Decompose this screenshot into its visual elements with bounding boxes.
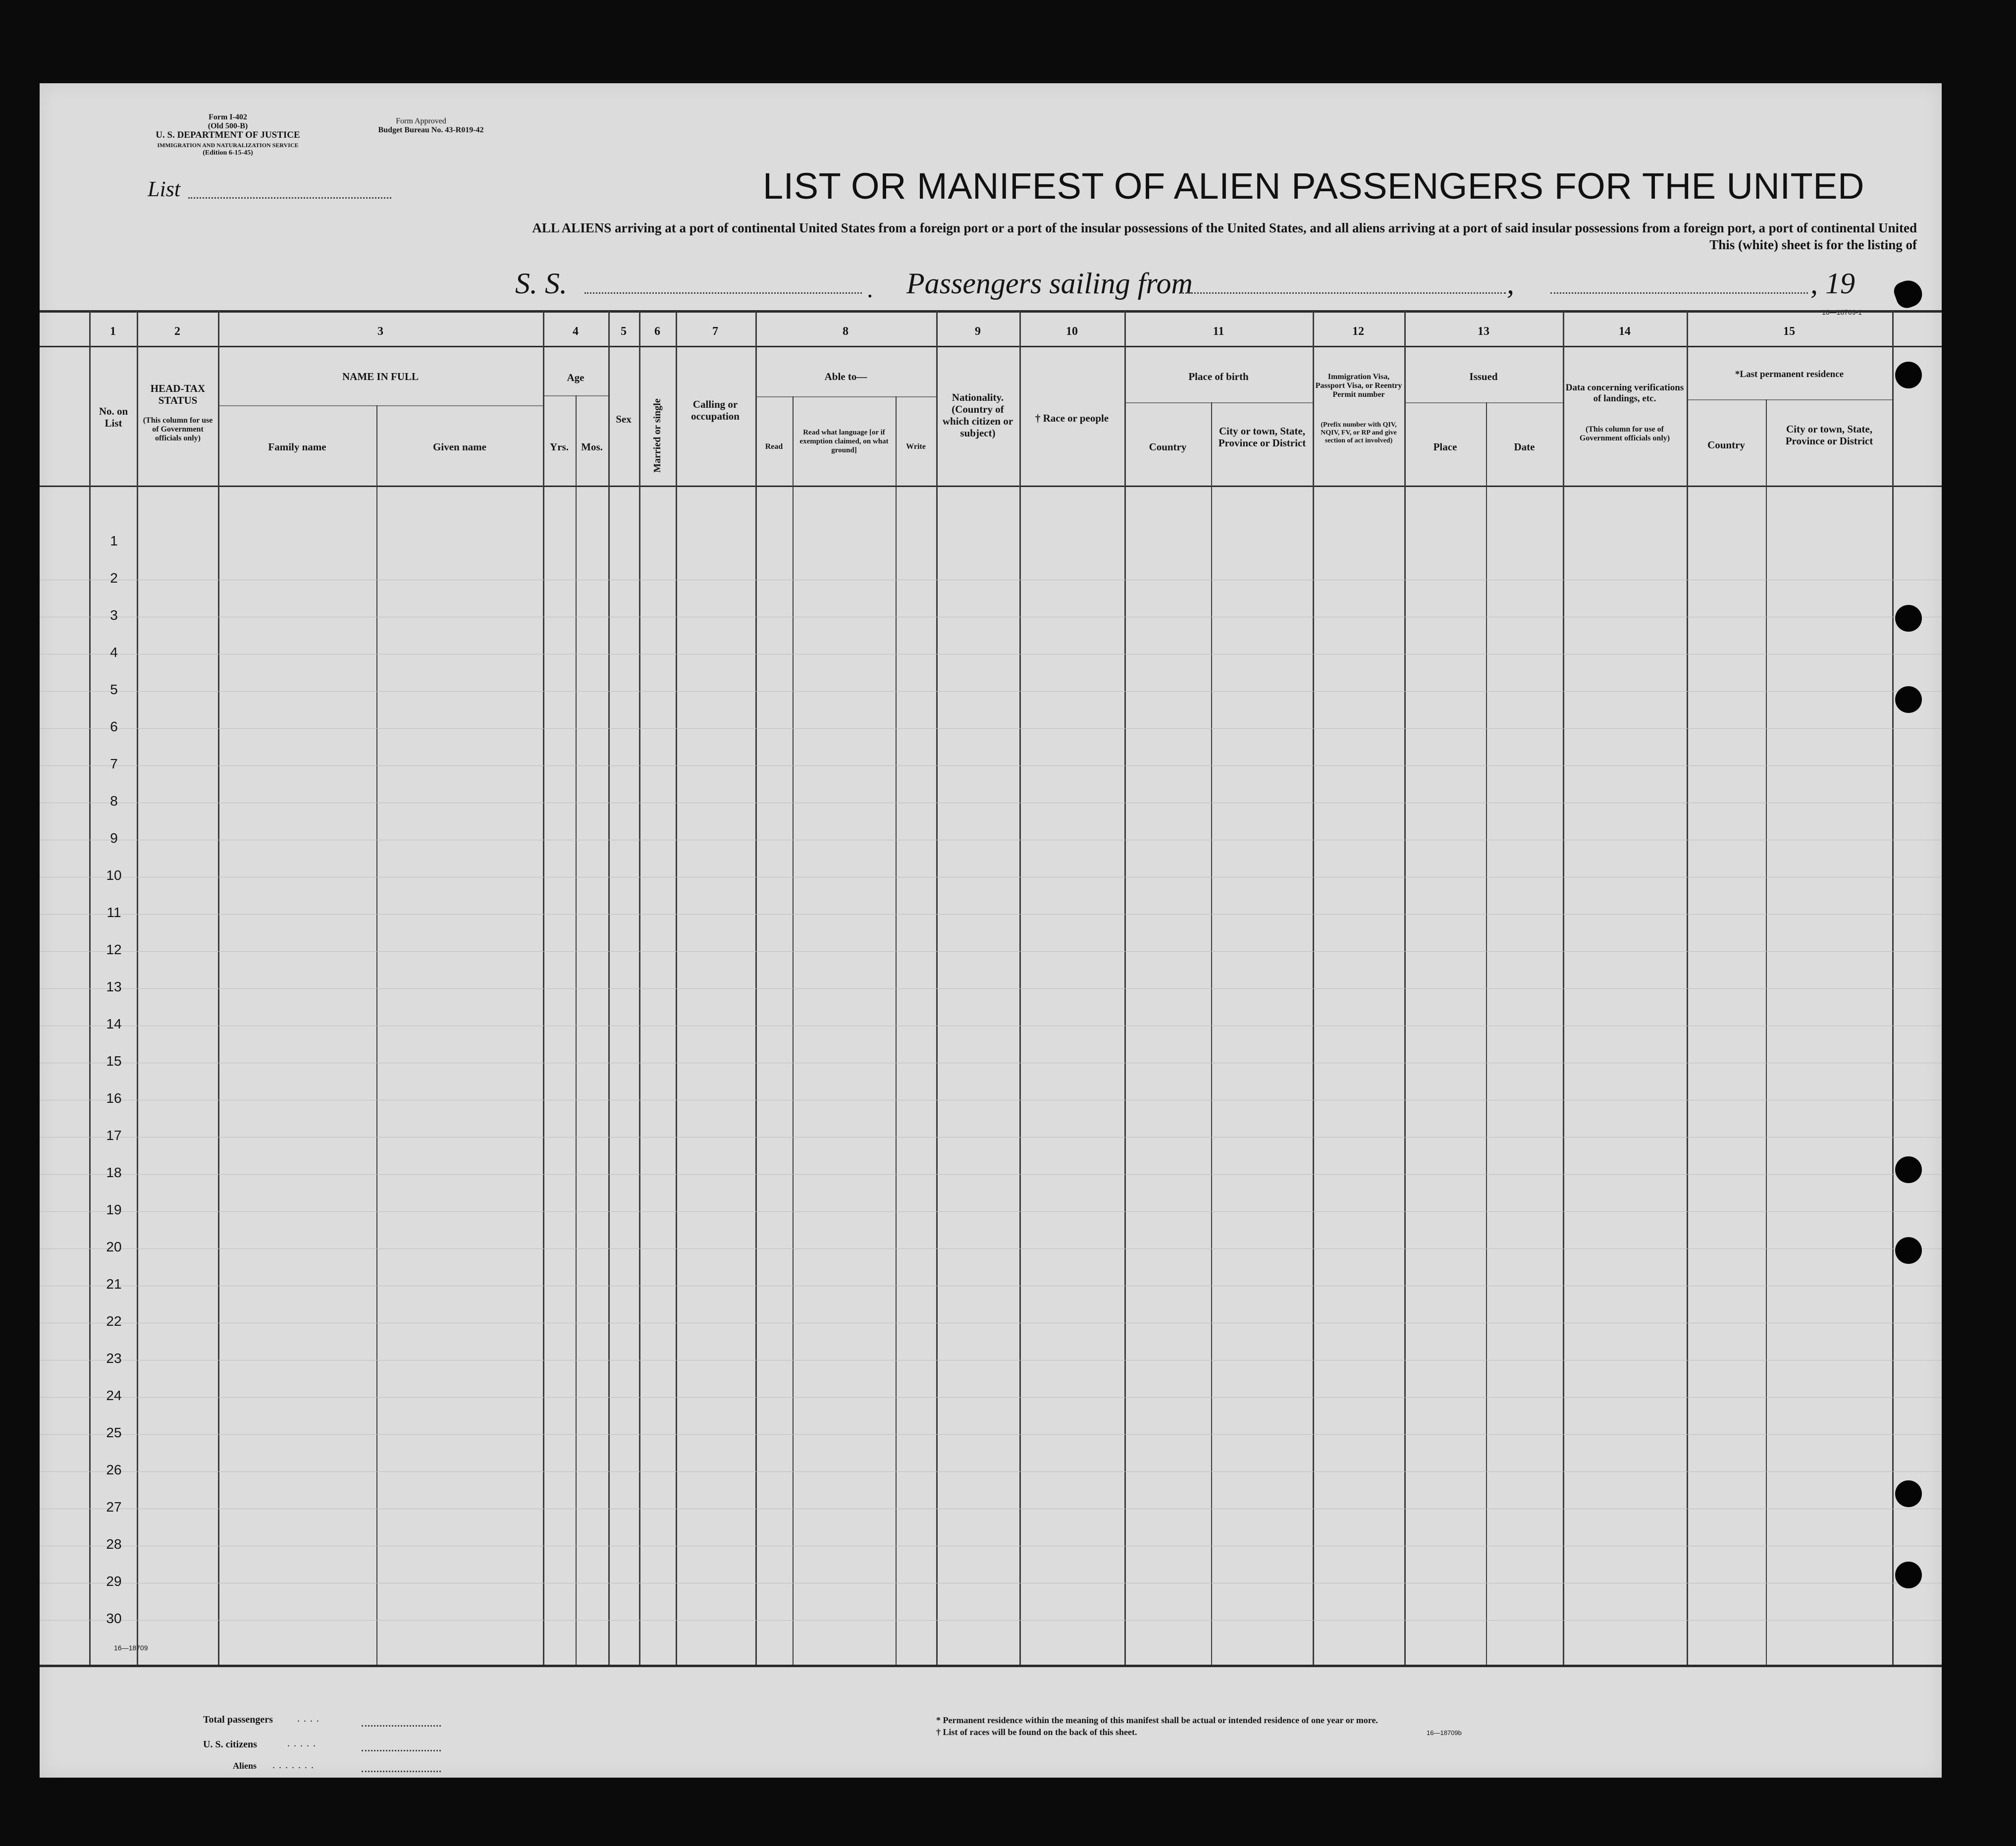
header-read-language: Read what language [or if exemption claimed, on what ground] [799, 429, 889, 454]
row-number: 2 [110, 570, 118, 586]
header-calling: Calling or occupation [690, 398, 740, 422]
service-name: IMMIGRATION AND NATURALIZATION SERVICE [157, 142, 299, 149]
header-residence-country: Country [1707, 439, 1745, 451]
row-number: 29 [106, 1574, 122, 1589]
row-number: 3 [110, 607, 118, 623]
header-years: Yrs. [550, 441, 569, 453]
header-issued-date: Date [1514, 441, 1535, 453]
ship-name-blank[interactable] [584, 292, 862, 294]
header-write: Write [906, 442, 926, 451]
header-last-residence: *Last permanent residence [1735, 369, 1844, 380]
col-num-12: 12 [1352, 325, 1364, 338]
binder-hole [1895, 1562, 1922, 1588]
row-number: 28 [106, 1536, 122, 1552]
row-number: 20 [106, 1239, 122, 1254]
aliens-blank[interactable] [362, 1771, 441, 1772]
total-passengers-blank[interactable] [362, 1725, 441, 1727]
print-code-bottom: 16—18709 [114, 1644, 148, 1652]
col-num-2: 2 [174, 325, 180, 338]
subtitle-line-2: This (white) sheet is for the listing of [1709, 237, 1917, 252]
col-num-4: 4 [573, 325, 579, 338]
column-number-rule [40, 346, 1942, 347]
row-number: 23 [106, 1351, 122, 1366]
header-age: Age [567, 372, 584, 383]
binder-hole [1895, 1237, 1922, 1264]
col-num-1: 1 [110, 325, 116, 338]
subtitle-line-1: ALL ALIENS arriving at a port of continental United States from a foreign port or a port of the insular possessions of the United States, and all aliens arriving at a port of said insular possessions from a foreign port, a port of continental United [532, 220, 1917, 235]
ss-label: S. S. [515, 267, 567, 300]
header-head-tax-note: (This column for use of Government officials only) [143, 416, 213, 442]
row-number: 27 [106, 1499, 122, 1515]
comma-separator: , [1507, 267, 1514, 300]
header-birth-country: Country [1149, 441, 1187, 453]
header-birth-city: City or town, State, Province or District [1218, 425, 1306, 449]
form-approved: Form Approved [396, 117, 446, 125]
row-number: 15 [106, 1053, 122, 1069]
col-num-3: 3 [377, 325, 383, 338]
year-label: , 19 [1810, 267, 1855, 300]
row-number: 8 [110, 793, 118, 809]
row-number: 19 [106, 1202, 122, 1217]
row-number: 30 [106, 1611, 122, 1626]
residence-subheader-rule [1687, 399, 1892, 400]
row-number: 13 [106, 979, 122, 994]
header-issued: Issued [1469, 371, 1498, 382]
us-citizens-label: U. S. citizens [203, 1739, 257, 1750]
issued-subheader-rule [1404, 402, 1563, 403]
header-data-note: (This column for use of Government officials only) [1579, 425, 1670, 442]
col-num-15: 15 [1783, 325, 1795, 338]
department-name: U. S. DEPARTMENT OF JUSTICE [156, 130, 300, 140]
header-months: Mos. [581, 441, 603, 453]
print-code-top: 16—18709-1 [1822, 308, 1862, 316]
header-read: Read [765, 442, 783, 451]
row-number: 7 [110, 756, 118, 771]
header-residence-city: City or town, State, Province or District [1785, 423, 1873, 447]
row-number: 22 [106, 1313, 122, 1329]
budget-number: Budget Bureau No. 43-R019-42 [378, 126, 484, 134]
birth-subheader-rule [1124, 402, 1313, 403]
form-number: Form I-402 [209, 113, 247, 121]
header-data-concerning: Data concerning verifications of landings, etc. [1565, 382, 1684, 404]
row-number: 16 [106, 1090, 122, 1106]
us-citizens-blank[interactable] [362, 1750, 441, 1751]
row-number: 1 [110, 533, 118, 548]
list-blank[interactable] [188, 197, 391, 199]
row-number: 24 [106, 1388, 122, 1403]
sailing-port-blank[interactable] [1179, 292, 1506, 294]
header-married-single: Married or single [652, 398, 663, 473]
sailing-from-label: Passengers sailing from [906, 267, 1193, 300]
binder-hole [1895, 605, 1922, 632]
col-num-7: 7 [712, 325, 718, 338]
manifest-sheet: Form I-402 (Old 500-B) U. S. DEPARTMENT OF JUSTICE IMMIGRATION AND NATURALIZATION SERVICE (Edition 6-15-45) Form Approved Budget Bureau No. 43-R019-42 List LIST OR MANIFEST OF ALIEN PASSENGERS FOR THE UNITED ALL ALIENS arriving at a port of continental United States from a foreign port or a port of the insular possessions of the United States, and all aliens arriving at a port of said insular possessions from a foreign port, a port of continental United This (white) sheet is for the listing of S. S. . Passengers sailing from , , 19 16—18709-1 1 2 3 4 5 6 7 8 9 10 11 12 13 14 15 No. on List HEAD-TAX STATUS (This column for use of Government officials only) NAME IN FULL Family name Given name Age Yrs. Mos. Sex Married or single Calling or occupation Able to— Read Read what language [or if exemption claimed, on what ground] Write Nationality. (Country of which citizen or subject) † Race or people Place of birth Country City or town, State, Province or District Immigration Visa, Passport Visa, or Reentry Permit number (Prefix number with QIV, NQIV, FV, or RP and give section of act involved) Issued Place Date Data concerning verifications of landings, etc. (This column for use of Government officials only) *Last permanent residence Country City or town, State, Province or District 1 2 3 4 5 6 7 8 9 10 11 12 13 14 15 16 17 18 19 20 21 22 23 24 25 26 27 28 29 30 16—18709 Total passengers .... U. S. citizens ..... Aliens ....... * Permanent residence within the meaning of this manifest shall be actual or intended residence of one year or more. † List of races will be found on the back of this sheet. 16—18709b [40, 83, 1942, 1778]
manifest-title: LIST OR MANIFEST OF ALIEN PASSENGERS FOR THE UNITED [763, 165, 1865, 207]
row-number: 26 [106, 1462, 122, 1477]
form-edition: (Edition 6-15-45) [203, 149, 253, 157]
col-num-8: 8 [843, 325, 849, 338]
header-nationality: Nationality. (Country of which citizen or subject) [942, 391, 1013, 439]
list-label: List [148, 177, 181, 201]
date-blank[interactable] [1550, 292, 1808, 294]
table-top-rule [40, 310, 1942, 313]
header-name-in-full: NAME IN FULL [342, 371, 419, 382]
col-num-10: 10 [1066, 325, 1078, 338]
header-given-name: Given name [433, 441, 486, 453]
header-visa-note: (Prefix number with QIV, NQIV, FV, or RP and give section of act involved) [1321, 421, 1397, 444]
print-code-footer: 16—18709b [1427, 1729, 1462, 1737]
able-subheader-rule [755, 396, 936, 397]
binder-hole-mark [1895, 362, 1922, 388]
header-no-on-list: No. on List [99, 405, 128, 429]
col-num-14: 14 [1619, 325, 1631, 338]
col-num-5: 5 [621, 325, 627, 338]
header-issued-place: Place [1433, 441, 1457, 453]
header-sex: Sex [616, 413, 632, 425]
footnote-permanent-residence: * Permanent residence within the meaning of this manifest shall be actual or intended residence of one year or more. [936, 1715, 1378, 1725]
row-number: 6 [110, 719, 118, 734]
col-num-13: 13 [1478, 325, 1489, 338]
col-num-11: 11 [1213, 325, 1224, 338]
row-number: 5 [110, 682, 118, 697]
aliens-label: Aliens [233, 1761, 257, 1771]
row-number: 17 [106, 1128, 122, 1143]
header-race: † Race or people [1035, 412, 1109, 424]
footnote-races: † List of races will be found on the back of this sheet. [936, 1727, 1137, 1737]
row-number: 18 [106, 1165, 122, 1180]
binder-hole [1895, 1156, 1922, 1183]
header-able-to: Able to— [824, 371, 867, 382]
row-number: 25 [106, 1425, 122, 1440]
binder-hole [1895, 686, 1922, 713]
header-place-of-birth: Place of birth [1188, 371, 1249, 382]
row-number: 4 [110, 645, 118, 660]
form-old-number: (Old 500-B) [208, 122, 248, 130]
total-passengers-label: Total passengers [203, 1714, 273, 1725]
row-number: 11 [106, 905, 121, 920]
row-number: 9 [110, 830, 118, 846]
row-number: 12 [106, 942, 122, 957]
binder-hole [1895, 1480, 1922, 1507]
header-family-name: Family name [268, 441, 326, 453]
row-number: 14 [106, 1016, 122, 1032]
header-visa: Immigration Visa, Passport Visa, or Reentry Permit number [1315, 373, 1402, 399]
header-bottom-rule [40, 486, 1942, 487]
col-num-9: 9 [975, 325, 981, 338]
row-number: 10 [106, 868, 122, 883]
name-subheader-rule [218, 405, 543, 406]
table-bottom-rule [40, 1665, 1942, 1667]
row-number: 21 [106, 1276, 122, 1292]
col-num-6: 6 [654, 325, 660, 338]
header-head-tax: HEAD-TAX STATUS [150, 382, 206, 406]
